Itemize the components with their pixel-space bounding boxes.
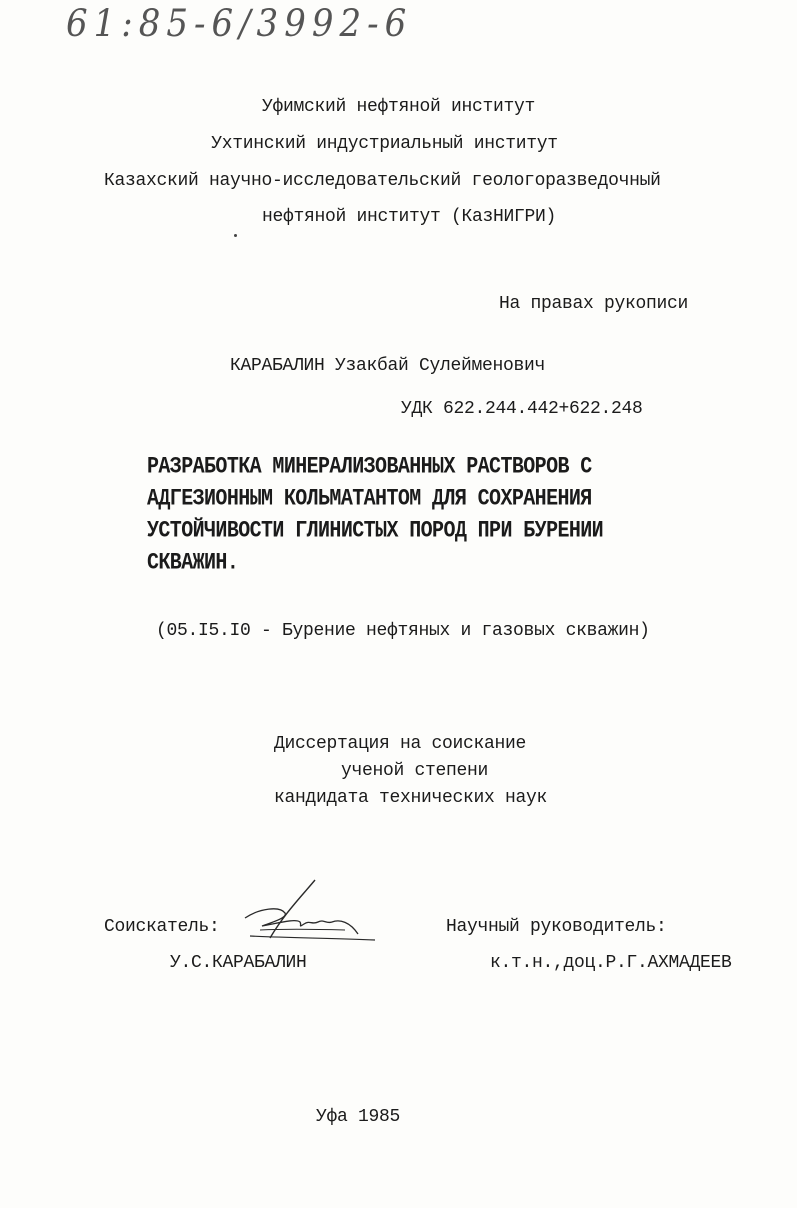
specialty-code: (05.I5.I0 - Бурение нефтяных и газовых скважин) (156, 621, 650, 641)
dissertation-title-line-4: СКВАЖИН. (147, 549, 239, 577)
archive-handwritten-mark: 61:85-6/3992-6 (66, 2, 413, 46)
udc-code: УДК 622.244.442+622.248 (401, 399, 643, 419)
degree-line-2: ученой степени (341, 761, 489, 781)
institution-ufa: Уфимский нефтяной институт (261, 97, 536, 117)
dissertation-title-line-1: РАЗРАБОТКА МИНЕРАЛИЗОВАННЫХ РАСТВОРОВ С (147, 453, 592, 481)
manuscript-rights: На правах рукописи (499, 294, 689, 314)
place-year: Уфа 1985 (316, 1107, 401, 1127)
degree-line-3: кандидата технических наук (274, 788, 548, 808)
supervisor-label: Научный руководитель: (446, 917, 667, 937)
applicant-label: Соискатель: (104, 917, 220, 937)
author-name: КАРАБАЛИН Узакбай Сулейменович (230, 356, 546, 376)
signature-image (240, 878, 380, 948)
dissertation-title-line-3: УСТОЙЧИВОСТИ ГЛИНИСТЫХ ПОРОД ПРИ БУРЕНИИ (147, 517, 604, 545)
supervisor-name: к.т.н.,доц.Р.Г.АХМАДЕЕВ (490, 953, 732, 973)
institution-kazakh: Казахский научно-исследовательский геологоразведочный (104, 171, 661, 191)
dissertation-title-line-2: АДГЕЗИОННЫМ КОЛЬМАТАНТОМ ДЛЯ СОХРАНЕНИЯ (147, 485, 592, 513)
applicant-name: У.С.КАРАБАЛИН (170, 953, 307, 973)
institution-ukhta: Ухтинский индустриальный институт (211, 134, 558, 154)
speck-mark (234, 234, 237, 237)
institution-kaznigri: нефтяной институт (КазНИГРИ) (262, 207, 557, 227)
degree-line-1: Диссертация на соискание (274, 734, 527, 754)
